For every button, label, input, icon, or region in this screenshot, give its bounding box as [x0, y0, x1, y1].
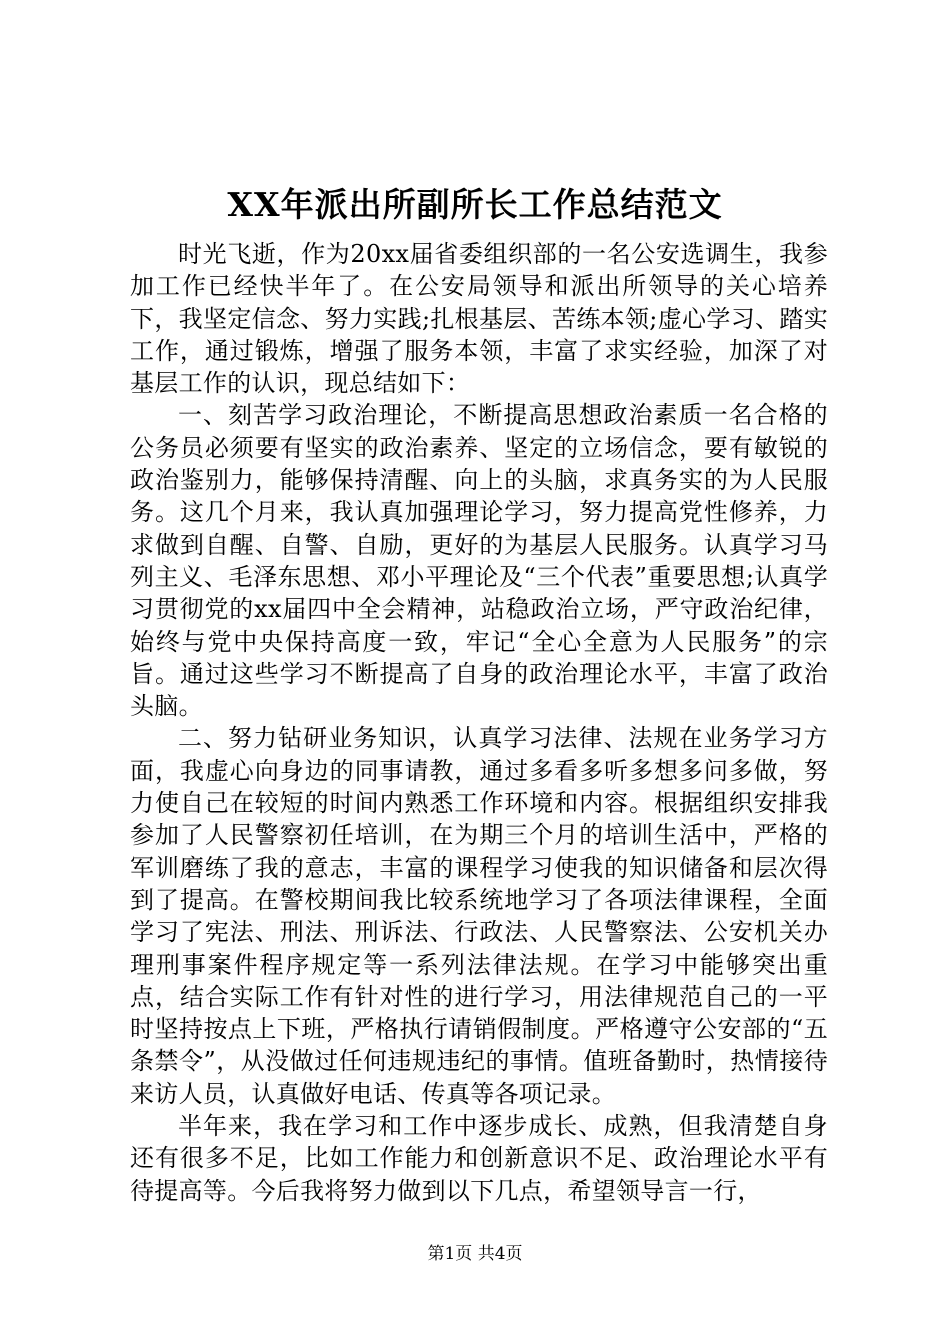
paragraph-intro: 时光飞逝，作为20xx届省委组织部的一名公安选调生，我参加工作已经快半年了。在公安局领导和派出所领导的关心培养下，我坚定信念、努力实践;扎根基层、苦练本领;虚心学习、踏实工作，通过锻炼，增强了服务本领，丰富了求实经验，加深了对基层工作的认识，现总结如下：: [130, 240, 828, 398]
document-body: [130, 238, 828, 1207]
document-title: XX年派出所副所长工作总结范文: [227, 185, 723, 224]
paragraph-business-study: 二、努力钻研业务知识，认真学习法律、法规在业务学习方面，我虚心向身边的同事请教，通过多看多听多想多问多做，努力使自己在较短的时间内熟悉工作环境和内容。根据组织安排我参加了人民警察初任培训，在为期三个月的培训生活中，严格的军训磨练了我的意志，丰富的课程学习使我的知识储备和层次得到了提高。在警校期间我比较系统地学习了各项法律课程，全面学习了宪法、刑法、刑诉法、行政法、人民警察法、公安机关办理刑事案件程序规定等一系列法律法规。在学习中能够突出重点，结合实际工作有针对性的进行学习，用法律规范自己的一平时坚持按点上下班，严格执行请销假制度。严格遵守公安部的“五条禁令”，从没做过任何违规违纪的事情。值班备勤时，热情接待来访人员，认真做好电话、传真等各项记录。: [130, 724, 828, 1108]
paragraph-political-study: 一、刻苦学习政治理论，不断提高思想政治素质一名合格的公务员必须要有坚实的政治素养、坚定的立场信念，要有敏锐的政治鉴别力，能够保持清醒、向上的头脑，求真务实的为人民服务。这几个月来，我认真加强理论学习，努力提高党性修养，力求做到自醒、自警、自励，更好的为基层人民服务。认真学习马列主义、毛泽东思想、邓小平理论及“三个代表”重要思想;认真学习贯彻党的xx届四中全会精神，站稳政治立场，严守政治纪律，始终与党中央保持高度一致，牢记“全心全意为人民服务”的宗旨。通过这些学习不断提高了自身的政治理论水平，丰富了政治头脑。: [130, 401, 828, 721]
page-number-footer: 第1页 共4页: [427, 1244, 523, 1264]
paragraph-conclusion: 半年来，我在学习和工作中逐步成长、成熟，但我清楚自身还有很多不足，比如工作能力和创新意识不足、政治理论水平有待提高等。今后我将努力做到以下几点，希望领导言一行，: [130, 1112, 828, 1205]
